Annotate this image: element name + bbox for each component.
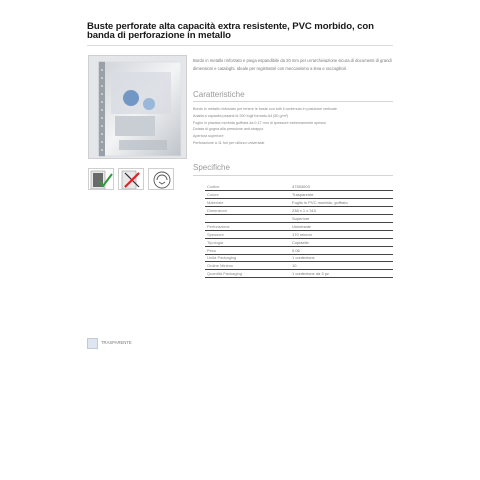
- spec-value: 170 micron: [290, 230, 393, 238]
- table-row: [205, 270, 393, 278]
- feature-item: Bordo in metallo rinforzato per tenere le buste con tutti il contenuto in posizione verticale: [193, 107, 337, 111]
- spec-label: Spessore: [205, 230, 290, 238]
- table-row: [205, 254, 393, 262]
- spec-value: Trasparente: [290, 191, 393, 199]
- spec-value: 1 confezione: [290, 254, 393, 262]
- table-row: [205, 238, 393, 246]
- table-row: [205, 222, 393, 230]
- spec-value: 10: [290, 262, 393, 270]
- table-row: [205, 215, 393, 223]
- spec-value: 0,06: [290, 246, 393, 254]
- spec-value: Universale: [290, 222, 393, 230]
- color-swatch-transparent[interactable]: [87, 338, 98, 349]
- spec-label: Colore: [205, 191, 290, 199]
- feature-thumbnails: [88, 168, 174, 190]
- table-row: [205, 183, 393, 191]
- spec-value: Superiore: [290, 215, 393, 223]
- spec-value: Foglio in PVC morbido, goffrato: [290, 199, 393, 207]
- spec-label: Dimensioni: [205, 207, 290, 215]
- product-description: Bordo in metallo rinforzato e piega espandibile da 20 mm per un'archiviazione sicura di documenti di grandi dimensioni e cataloghi. Ideale per registratori con meccanismo a leva e raccoglitori.: [193, 58, 392, 71]
- spec-label: Codice: [205, 183, 290, 191]
- specs-heading: Specifiche: [193, 163, 230, 172]
- feature-item: Apertura superiore: [193, 134, 224, 139]
- features-heading: Caratteristiche: [193, 90, 245, 99]
- table-row: [205, 199, 393, 207]
- spec-label: Peso: [205, 246, 290, 254]
- feature-item: Adatta a capacità pesanti di 200 fogli formato A4 (80 g/m²): [193, 113, 289, 118]
- feature-item: Foglio in plastica morbida goffrata da 0,17 mm di spessore estremamente spesso: [193, 120, 326, 125]
- product-image: [88, 55, 187, 159]
- table-row: [205, 191, 393, 199]
- eco-badge-icon[interactable]: [148, 168, 174, 190]
- spec-label: Materiale: [205, 199, 290, 207]
- spec-label: Perforazione: [205, 222, 290, 230]
- spec-label: Quantità Packaging: [205, 270, 290, 278]
- title-divider: [87, 45, 393, 46]
- feature-item: Perforazione a 11 fori per utilizzo universale: [193, 140, 265, 145]
- document-check-icon[interactable]: [88, 168, 114, 190]
- spec-value: 47553003: [290, 183, 393, 191]
- specs-table: [205, 183, 393, 278]
- spec-label: Unità Packaging: [205, 254, 290, 262]
- color-swatch-label: TRASPARENTE: [101, 340, 132, 345]
- spec-value: 238 x 1 x 310: [290, 207, 393, 215]
- table-row: [205, 262, 393, 270]
- spec-label: Ordine Minimo: [205, 262, 290, 270]
- features-list: [193, 106, 393, 147]
- specs-divider: [193, 175, 393, 176]
- table-row: [205, 207, 393, 215]
- table-row: [205, 246, 393, 254]
- spec-value: Copiaelle: [290, 238, 393, 246]
- features-divider: [193, 101, 393, 102]
- product-title: Buste perforate alta capacità extra resistente, PVC morbido, con banda di perforazione in metallo: [87, 21, 374, 41]
- table-row: [205, 230, 393, 238]
- no-scissors-icon[interactable]: [118, 168, 144, 190]
- spec-label: [205, 215, 290, 223]
- spec-label: Tipologia: [205, 238, 290, 246]
- feature-item: Dotata di gogna alla pressione anti-strappo: [193, 127, 264, 132]
- sleeve-illustration: [89, 56, 187, 159]
- spec-value: 1 confezione da 3 pz: [290, 270, 393, 278]
